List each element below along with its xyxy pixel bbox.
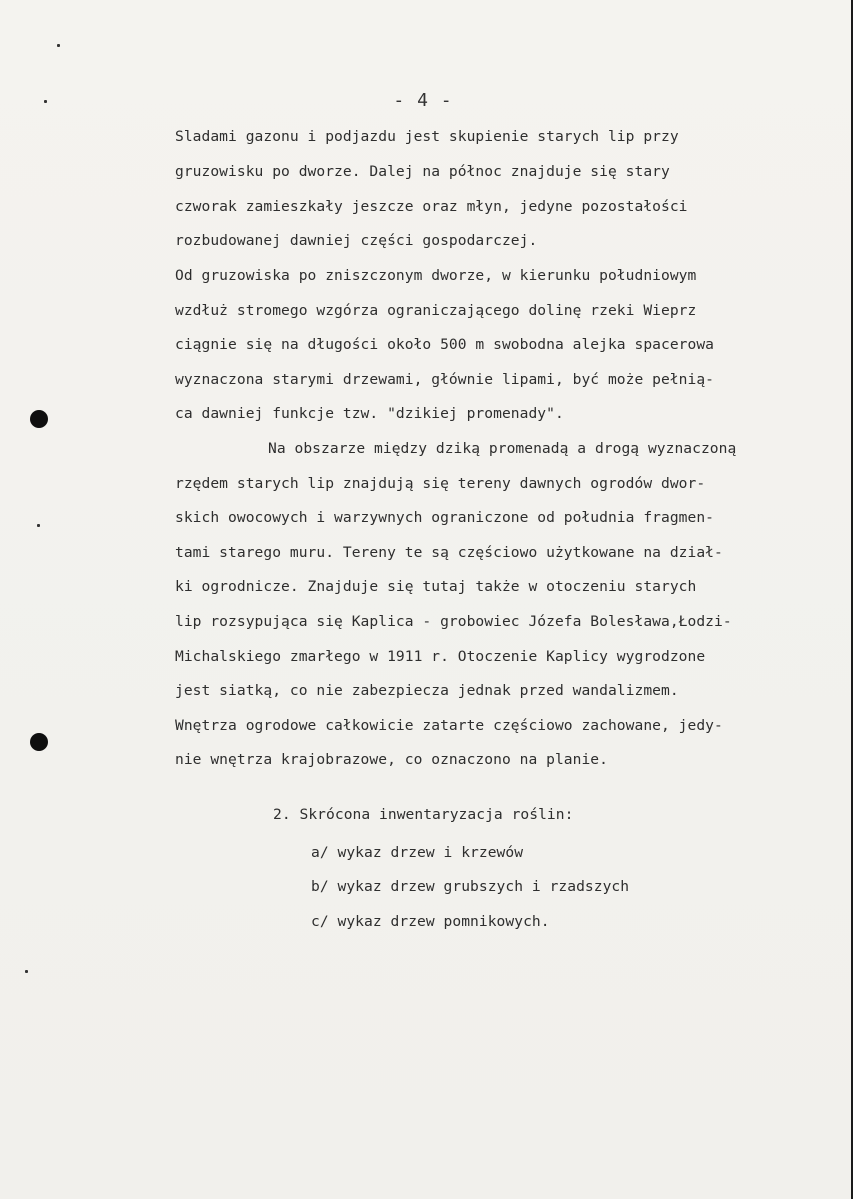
text-line: skich owocowych i warzywnych ograniczone od południa fragmen-	[175, 509, 715, 526]
punch-hole	[30, 410, 48, 428]
list-item: a/ wykaz drzew i krzewów	[311, 844, 524, 861]
text-line: Wnętrza ogrodowe całkowicie zatarte częściowo zachowane, jedy-	[175, 717, 723, 734]
text-line: ca dawniej funkcje tzw. "dzikiej promenady".	[175, 405, 564, 422]
text-line: rozbudowanej dawniej części gospodarczej.	[175, 232, 538, 249]
text-line: tami starego muru. Tereny te są częściowo użytkowane na dział-	[175, 544, 723, 561]
margin-speck	[44, 100, 47, 103]
text-line: ki ogrodnicze. Znajduje się tutaj także w otoczeniu starych	[175, 578, 697, 595]
text-line: jest siatką, co nie zabezpiecza jednak przed wandalizmem.	[175, 682, 679, 699]
list-item: b/ wykaz drzew grubszych i rzadszych	[311, 878, 630, 895]
text-line: rzędem starych lip znajdują się tereny dawnych ogrodów dwor-	[175, 475, 706, 492]
margin-speck	[57, 44, 60, 47]
text-line: ciągnie się na długości około 500 m swobodna alejka spacerowa	[175, 336, 715, 353]
text-line: Od gruzowiska po zniszczonym dworze, w kierunku południowym	[175, 267, 697, 284]
page-number: - 4 -	[393, 90, 453, 111]
punch-hole	[30, 733, 48, 751]
text-line: wzdłuż stromego wzgórza ograniczającego dolinę rzeki Wieprz	[175, 302, 697, 319]
text-line: czworak zamieszkały jeszcze oraz młyn, jedyne pozostałości	[175, 198, 688, 215]
text-line: lip rozsypująca się Kaplica - grobowiec Józefa Bolesława,Łodzi-	[175, 613, 732, 630]
margin-speck	[25, 970, 28, 973]
text-line: Sladami gazonu i podjazdu jest skupienie starych lip przy	[175, 128, 679, 145]
text-line: gruzowisku po dworze. Dalej na północ znajduje się stary	[175, 163, 670, 180]
margin-speck	[37, 524, 40, 527]
text-line: wyznaczona starymi drzewami, głównie lipami, być może pełnią-	[175, 371, 715, 388]
text-line: nie wnętrza krajobrazowe, co oznaczono na planie.	[175, 751, 608, 768]
list-item: c/ wykaz drzew pomnikowych.	[311, 913, 550, 930]
text-line: Michalskiego zmarłego w 1911 r. Otoczenie Kaplicy wygrodzone	[175, 648, 706, 665]
text-line: Na obszarze między dziką promenadą a drogą wyznaczoną	[268, 440, 737, 457]
section-heading: 2. Skrócona inwentaryzacja roślin:	[273, 806, 574, 823]
